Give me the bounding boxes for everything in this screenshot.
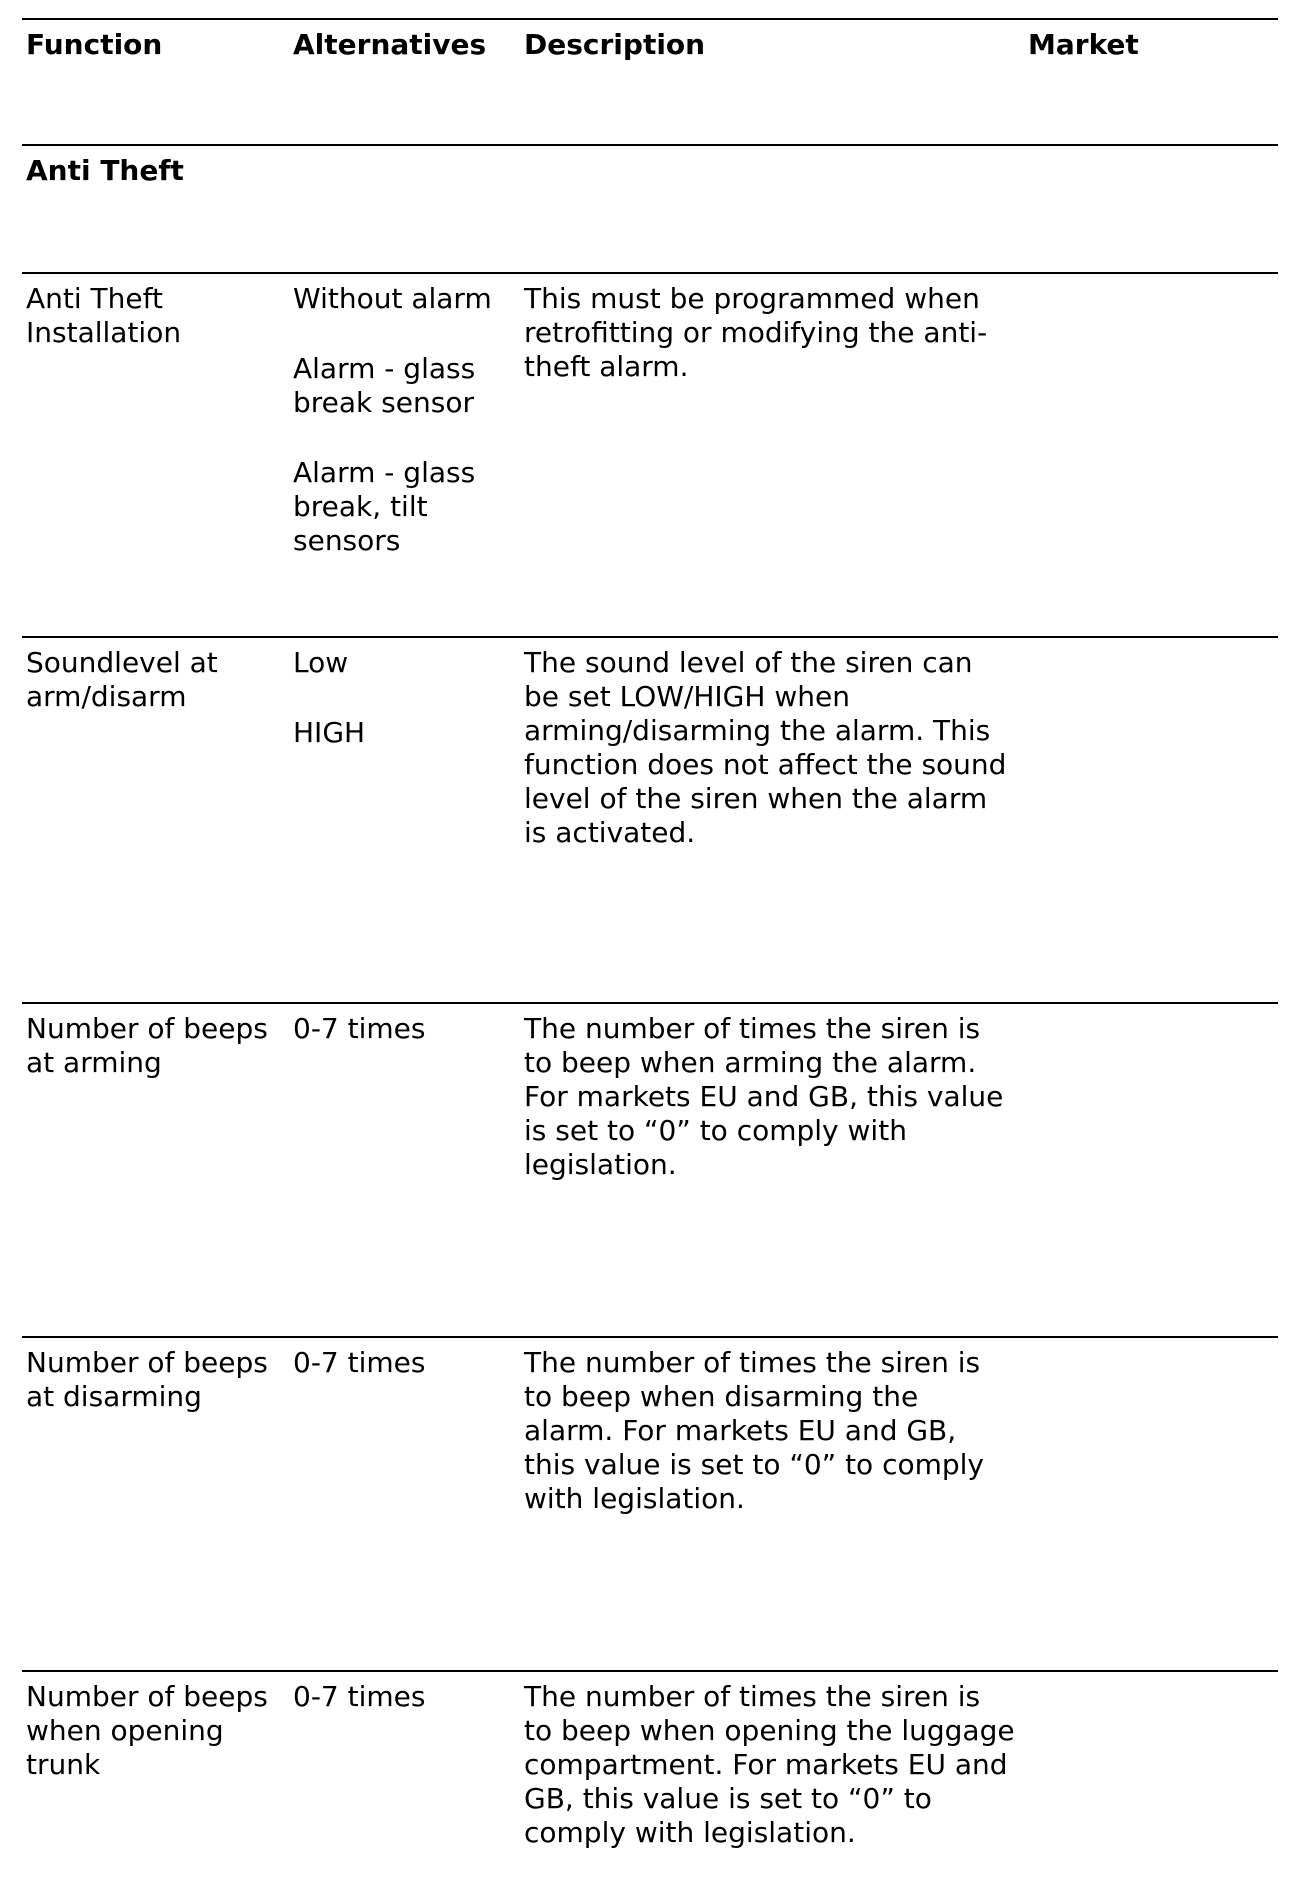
row-1-alternative-0: Low <box>293 646 349 679</box>
section-title: Anti Theft <box>26 154 184 187</box>
header-alternatives: Alternatives <box>293 28 487 61</box>
row-1-bottom-rule <box>22 1002 1278 1004</box>
header-market: Market <box>1028 28 1139 61</box>
row-0-bottom-rule <box>22 636 1278 638</box>
row-0-alternatives <box>293 282 503 558</box>
row-3-alternatives <box>293 1346 503 1380</box>
row-0-description: This must be programmed when retrofitting or modifying the anti- theft alarm. <box>524 282 988 383</box>
header-bottom-rule <box>22 144 1278 146</box>
row-3-bottom-rule <box>22 1670 1278 1672</box>
header-function: Function <box>26 28 163 61</box>
row-3-function: Number of beeps at disarming <box>26 1346 268 1413</box>
row-3-description: The number of times the siren is to beep when disarming the alarm. For markets EU and GB, this value is set to “0” to comply with legislation. <box>524 1346 985 1515</box>
row-1-function: Soundlevel at arm/disarm <box>26 646 218 713</box>
row-2-description: The number of times the siren is to beep when arming the alarm. For markets EU and GB, this value is set to “0” to comply with legislation. <box>524 1012 1004 1181</box>
row-1-alternative-1: HIGH <box>293 716 366 749</box>
row-1-alternatives <box>293 646 503 750</box>
row-4-alternative-0: 0-7 times <box>293 1680 426 1713</box>
row-4-function: Number of beeps when opening trunk <box>26 1680 268 1781</box>
row-0-alternative-2: Alarm - glass break, tilt sensors <box>293 456 476 557</box>
row-4-description: The number of times the siren is to beep when opening the luggage compartment. For markets EU and GB, this value is set to “0” to comply with legislation. <box>524 1680 1015 1849</box>
row-4-alternatives <box>293 1680 503 1714</box>
row-2-function: Number of beeps at arming <box>26 1012 268 1079</box>
row-2-alternative-0: 0-7 times <box>293 1012 426 1045</box>
row-2-alternatives <box>293 1012 503 1046</box>
header-description: Description <box>524 28 706 61</box>
row-0-alternative-1: Alarm - glass break sensor <box>293 352 476 419</box>
row-1-description: The sound level of the siren can be set LOW/HIGH when arming/disarming the alarm. This function does not affect the sound level of the siren when the alarm is activated. <box>524 646 1007 849</box>
section-bottom-rule <box>22 272 1278 274</box>
table-top-rule <box>22 18 1278 20</box>
row-0-alternative-0: Without alarm <box>293 282 492 315</box>
row-0-function: Anti Theft Installation <box>26 282 182 349</box>
row-2-bottom-rule <box>22 1336 1278 1338</box>
row-3-alternative-0: 0-7 times <box>293 1346 426 1379</box>
